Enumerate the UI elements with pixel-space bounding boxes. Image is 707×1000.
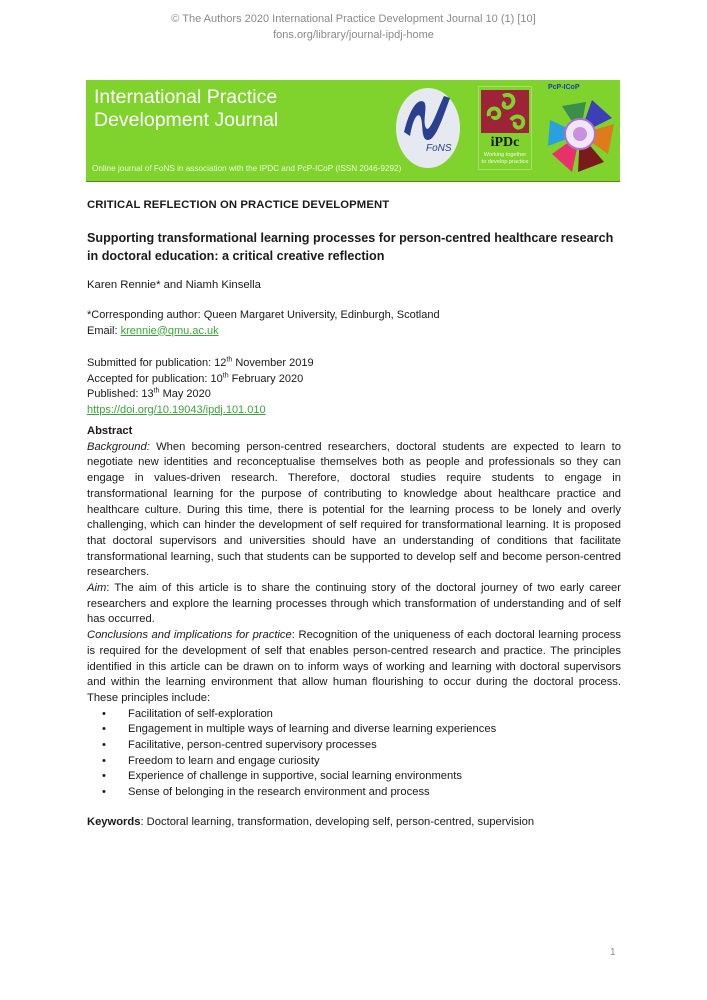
journal-banner: [86, 80, 620, 182]
section-label: CRITICAL REFLECTION ON PRACTICE DEVELOPMENT: [87, 199, 390, 211]
email-link[interactable]: krennie@qmu.ac.uk: [120, 324, 219, 337]
abstract-background: [87, 440, 621, 581]
email-label: Email:: [87, 324, 121, 337]
published-date: [87, 387, 621, 403]
ipdc-tagline-1: Working together: [483, 152, 527, 158]
conclusions-text: : Recognition of the uniqueness of each doctoral learning process is required for the development of self that enables person-centred research and practice. The principles identified in this article can be drawn on to inform ways of working and learning with doctoral supervisors and within the learning environment that allow human flourishing to occur during the doctoral process. These principles include:: [87, 629, 621, 704]
corresponding-author-block: [87, 308, 621, 339]
list-item: • Freedom to learn and engage curiosity: [128, 754, 621, 770]
citation-line: © The Authors 2020 International Practice Development Journal 10 (1) [10]: [171, 13, 536, 25]
journal-subtitle: Online journal of FoNS in association with the IPDC and PcP-ICoP (ISSN 2046-9292): [92, 164, 402, 173]
list-item: • Facilitation of self-exploration: [128, 707, 621, 723]
conclusions-label: Conclusions and implications for practice: [87, 629, 292, 642]
pcp-pinwheel-icon: [542, 84, 618, 176]
list-item: • Sense of belonging in the research environment and process: [128, 785, 621, 801]
authors: Karen Rennie* and Niamh Kinsella: [87, 279, 261, 291]
keywords-text: : Doctoral learning, transformation, developing self, person-centred, supervision: [140, 816, 535, 828]
accepted-month-year: February 2020: [228, 372, 304, 385]
journal-title: [94, 86, 278, 132]
ipdc-logo-tagline: [479, 152, 531, 166]
journal-title-line-1: International Practice: [94, 86, 278, 108]
fons-logo-text: FoNS: [426, 143, 452, 154]
background-text: When becoming person-centred researchers, doctoral students are expected to learn to negotiate new identities and reconceptualise themselves both as people and professionals so they can engage in values-driven research. Therefore, doctoral studies require students to engage in transformational learning for the purpose of contributing to knowledge about healthcare practice and healthcare culture. During this time, there is potential for the learning process to be lonely and overly challenging, which can hinder the development of self required for transformational learning. It is proposed that doctoral supervisors and universities should have an understanding of conditions that facilitate transformational learning, such that students can be supported to develop self and become person-centred researchers.: [87, 440, 621, 579]
abstract-conclusions: [87, 628, 621, 707]
page-number: 1: [610, 947, 616, 958]
page-header: [0, 11, 707, 43]
pcp-icop-logo-icon: [542, 84, 618, 176]
ipdc-logo-icon: [478, 86, 532, 170]
background-label: Background:: [87, 440, 150, 453]
list-item: • Facilitative, person-centred supervisory processes: [128, 738, 621, 754]
keywords: [87, 816, 621, 828]
published-month-year: May 2020: [159, 388, 211, 400]
journal-url: fons.org/library/journal-ipdj-home: [273, 29, 434, 41]
ipdc-tagline-2: to develop practice: [481, 159, 529, 165]
submitted-month-year: November 2019: [232, 357, 314, 369]
publication-dates: [87, 356, 621, 418]
article-title: Supporting transformational learning processes for person-centred healthcare research in doctoral education: a critical creative reflection: [87, 231, 614, 263]
fons-logo-icon: [396, 88, 460, 168]
aim-text: : The aim of this article is to share the continuing story of the doctoral journey of two early career researchers and explore the learning processes through which transformation of understanding and of self has occurred.: [87, 582, 621, 626]
pcp-icop-logo-text: PcP-ICoP: [548, 84, 580, 91]
ipdc-emblem-icon: [481, 90, 529, 133]
abstract: [87, 424, 621, 801]
keywords-label: Keywords: [87, 816, 141, 828]
ipdc-logo-name: iPDc: [490, 135, 520, 150]
published-ordinal: th: [153, 387, 160, 395]
corresponding-author: *Corresponding author: Queen Margaret University, Edinburgh, Scotland: [87, 309, 440, 321]
accepted-date: [87, 372, 621, 388]
list-item: • Engagement in multiple ways of learning and diverse learning experiences: [128, 722, 621, 738]
aim-label: Aim: [87, 582, 107, 595]
principles-list: [87, 707, 621, 801]
submitted-date: [87, 356, 621, 372]
submitted-ordinal: th: [226, 356, 233, 364]
abstract-aim: [87, 581, 621, 628]
doi-line: [87, 403, 621, 419]
fons-swoosh-icon: [396, 88, 460, 168]
accepted-text: Accepted for publication: 10: [87, 372, 223, 385]
email-line: [87, 324, 621, 340]
accepted-ordinal: th: [222, 371, 229, 379]
submitted-text: Submitted for publication: 12: [87, 357, 227, 369]
list-item: • Experience of challenge in supportive, social learning environments: [128, 769, 621, 785]
journal-title-line-2: Development Journal: [94, 109, 279, 131]
doi-link[interactable]: https://doi.org/10.19043/ipdj.101.010: [87, 403, 266, 416]
abstract-heading: Abstract: [87, 425, 133, 437]
published-text: Published: 13: [87, 388, 154, 400]
